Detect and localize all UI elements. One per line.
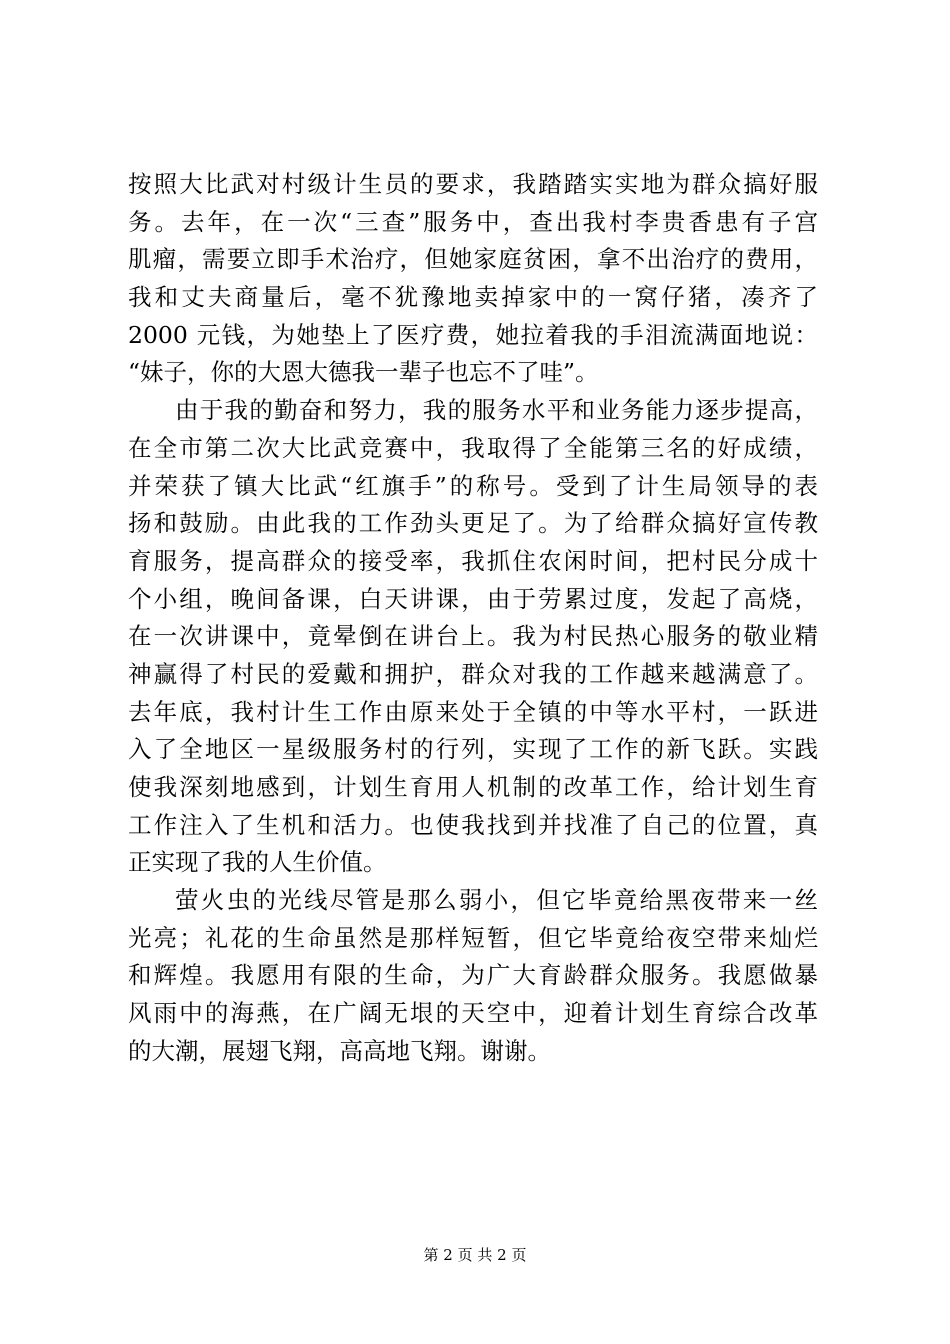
text-line: 2000 元钱，为她垫上了医疗费，她拉着我的手泪流满面地说： — [128, 320, 818, 349]
text-line: 按照大比武对村级计生员的要求，我踏踏实实地为群众搞好服 — [128, 170, 818, 198]
text-line: 由于我的勤奋和努力，我的服务水平和业务能力逐步提高， — [175, 396, 818, 425]
text-line: 风雨中的海燕，在广阔无垠的天空中，迎着计划生育综合改革 — [128, 999, 818, 1028]
page-number-label: 第 2 页 共 2 页 — [423, 1246, 527, 1264]
text-line: “妹子，你的大恩大德我一辈子也忘不了哇”。 — [128, 358, 599, 387]
page-footer — [0, 1244, 950, 1266]
text-line: 育服务，提高群众的接受率，我抓住农闲时间，把村民分成十 — [128, 546, 818, 575]
text-line: 光亮；礼花的生命虽然是那样短暂，但它毕竟给夜空带来灿烂 — [128, 923, 818, 952]
text-line: 在一次讲课中，竟晕倒在讲台上。我为村民热心服务的敬业精 — [128, 622, 818, 651]
text-line: 个小组，晚间备课，白天讲课，由于劳累过度，发起了高烧， — [128, 584, 818, 613]
paragraph-1 — [128, 166, 818, 392]
text-line: 萤火虫的光线尽管是那么弱小，但它毕竟给黑夜带来一丝 — [175, 886, 818, 915]
text-line: 肌瘤，需要立即手术治疗，但她家庭贫困，拿不出治疗的费用， — [128, 245, 818, 274]
text-line: 务。去年，在一次“三查”服务中，查出我村李贵香患有子宫 — [128, 207, 818, 236]
text-line: 并荣获了镇大比武“红旗手”的称号。受到了计生局领导的表 — [128, 471, 818, 500]
text-line: 入了全地区一星级服务村的行列，实现了工作的新飞跃。实践 — [128, 735, 818, 764]
text-line: 我和丈夫商量后，毫不犹豫地卖掉家中的一窝仔猪，凑齐了 — [128, 283, 818, 312]
text-line: 工作注入了生机和活力。也使我找到并找准了自己的位置，真 — [128, 810, 818, 839]
text-line: 正实现了我的人生价值。 — [128, 848, 387, 877]
paragraph-2 — [128, 392, 818, 882]
text-line: 扬和鼓励。由此我的工作劲头更足了。为了给群众搞好宣传教 — [128, 509, 818, 538]
document-body — [128, 166, 818, 1071]
text-line: 去年底，我村计生工作由原来处于全镇的中等水平村，一跃进 — [128, 697, 818, 726]
paragraph-3 — [128, 882, 818, 1070]
text-line: 使我深刻地感到，计划生育用人机制的改革工作，给计划生育 — [128, 773, 818, 801]
text-line: 神赢得了村民的爱戴和拥护，群众对我的工作越来越满意了。 — [128, 659, 818, 688]
text-line: 和辉煌。我愿用有限的生命，为广大育龄群众服务。我愿做暴 — [128, 961, 818, 990]
text-line: 在全市第二次大比武竞赛中，我取得了全能第三名的好成绩， — [128, 433, 818, 462]
text-line: 的大潮，展翅飞翔，高高地飞翔。谢谢。 — [128, 1036, 551, 1065]
